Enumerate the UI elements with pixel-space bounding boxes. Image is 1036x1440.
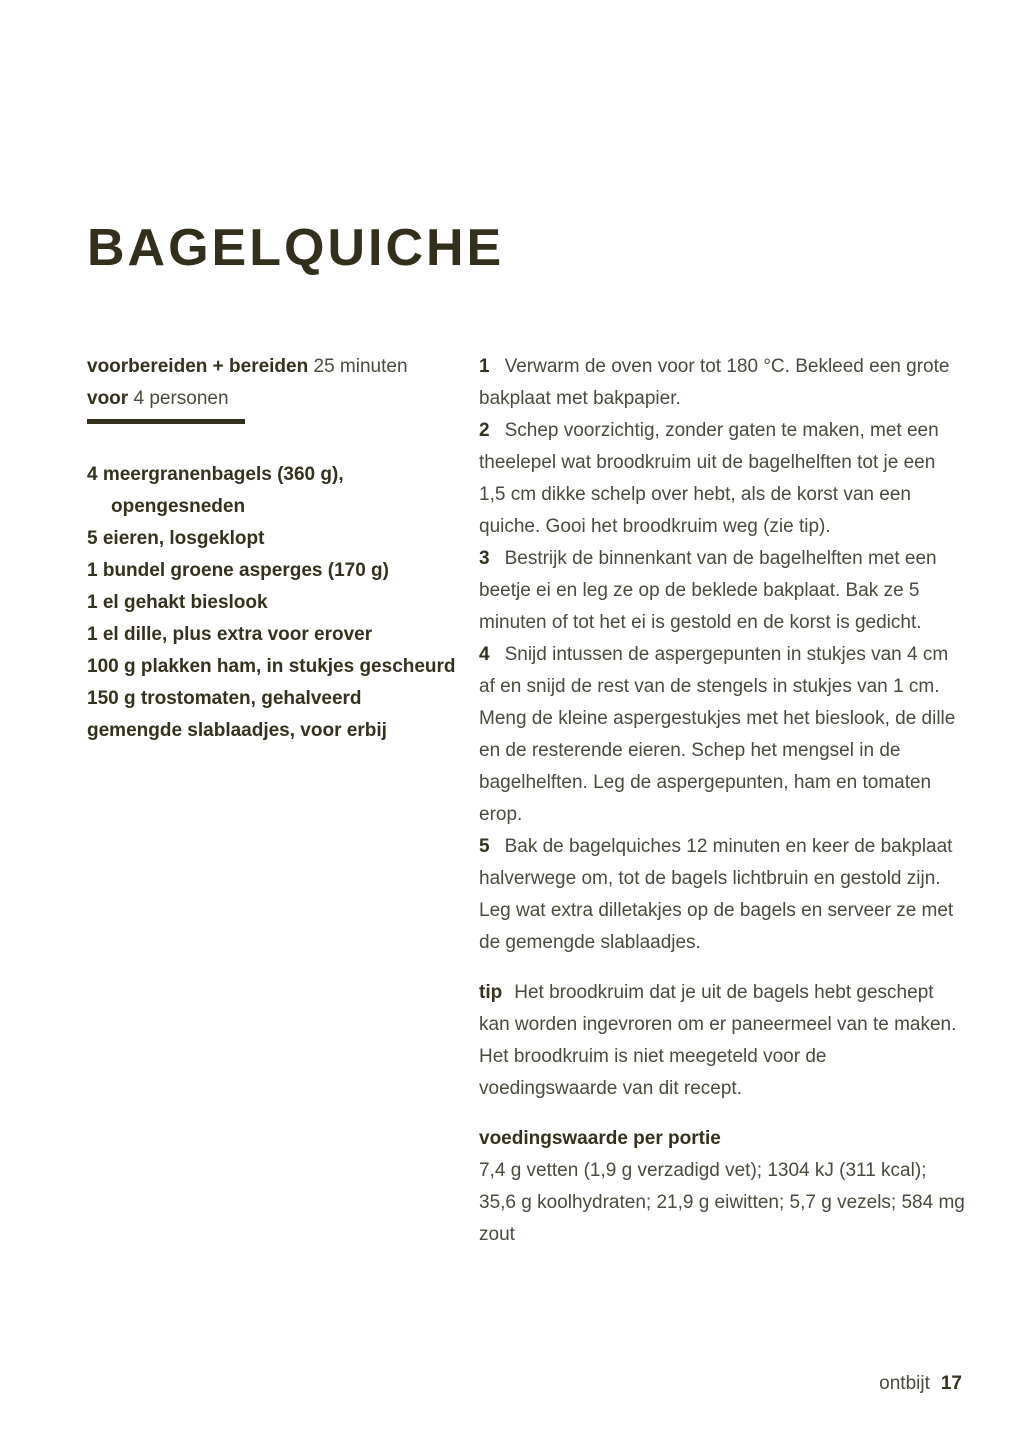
servings-value: 4 personen <box>133 388 229 409</box>
step-number: 5 <box>479 836 490 857</box>
divider-rule <box>87 419 245 424</box>
servings-label: voor <box>87 388 129 409</box>
instructions-column <box>479 351 966 1251</box>
ingredient-item: 1 el dille, plus extra voor erover <box>87 624 373 645</box>
step-text: Bak de bagelquiches 12 minuten en keer de bakplaat halverwege om, tot de bagels lichtbruin en gestold zijn. Leg wat extra dilletakjes op de bagels en serveer ze met de gemengde slablaadjes. <box>479 836 954 953</box>
step-text: Snijd intussen de aspergepunten in stukjes van 4 cm af en snijd de rest van de stengels in stukjes van 1 cm. Meng de kleine aspergestukjes met het bieslook, de dille en de resterende eieren. Schep het mengsel in de bagelhelften. Leg de aspergepunten, ham en tomaten erop. <box>479 644 956 825</box>
recipe-meta <box>87 351 459 415</box>
page-title: BAGELQUICHE <box>87 219 505 277</box>
nutrition-heading: voedingswaarde per portie <box>479 1128 721 1149</box>
nutrition-text: 7,4 g vetten (1,9 g verzadigd vet); 1304 kJ (311 kcal); 35,6 g koolhydraten; 21,9 g eiwitten; 5,7 g vezels; 584 mg zout <box>479 1160 965 1245</box>
tip-text: Het broodkruim dat je uit de bagels hebt geschept kan worden ingevroren om er paneermeel van te maken. Het broodkruim is niet meegeteld voor de voedingswaarde van dit recept. <box>479 982 957 1099</box>
ingredient-item: 150 g trostomaten, gehalveerd <box>87 688 362 709</box>
ingredients-column <box>87 351 459 747</box>
footer-section-label: ontbijt <box>879 1373 930 1394</box>
ingredient-item: gemengde slablaadjes, voor erbij <box>87 720 387 741</box>
step-2 <box>479 415 966 543</box>
step-text: Bestrijk de binnenkant van de bagelhelften met een beetje ei en leg ze op de beklede bakplaat. Bak ze 5 minuten of tot het ei is gestold en de korst is gedicht. <box>479 548 937 633</box>
step-1 <box>479 351 966 415</box>
ingredient-item: 100 g plakken ham, in stukjes gescheurd <box>87 656 456 677</box>
nutrition-block <box>479 1123 966 1251</box>
step-number: 2 <box>479 420 490 441</box>
footer-page-number: 17 <box>940 1373 962 1394</box>
ingredient-item: 1 el gehakt bieslook <box>87 592 268 613</box>
step-number: 1 <box>479 356 490 377</box>
step-text: Verwarm de oven voor tot 180 °C. Bekleed een grote bakplaat met bakpapier. <box>479 356 950 409</box>
prep-time-value: 25 minuten <box>313 356 408 377</box>
ingredients-list <box>87 459 459 747</box>
ingredient-item: 5 eieren, losgeklopt <box>87 528 265 549</box>
step-number: 4 <box>479 644 490 665</box>
tip-label: tip <box>479 982 503 1003</box>
step-text: Schep voorzichtig, zonder gaten te maken, met een theelepel wat broodkruim uit de bagelhelften tot je een 1,5 cm dikke schelp over hebt, als de korst van een quiche. Gooi het broodkruim weg (zie tip). <box>479 420 939 537</box>
prep-time-label: voorbereiden + bereiden <box>87 356 309 377</box>
tip-paragraph <box>479 977 966 1105</box>
page-footer <box>879 1371 962 1397</box>
ingredient-item: 4 meergranenbagels (360 g), opengesneden <box>87 464 344 517</box>
step-5 <box>479 831 966 959</box>
step-3 <box>479 543 966 639</box>
servings-line <box>87 383 459 415</box>
prep-time-line <box>87 351 459 383</box>
step-number: 3 <box>479 548 490 569</box>
ingredient-item: 1 bundel groene asperges (170 g) <box>87 560 389 581</box>
step-4 <box>479 639 966 831</box>
